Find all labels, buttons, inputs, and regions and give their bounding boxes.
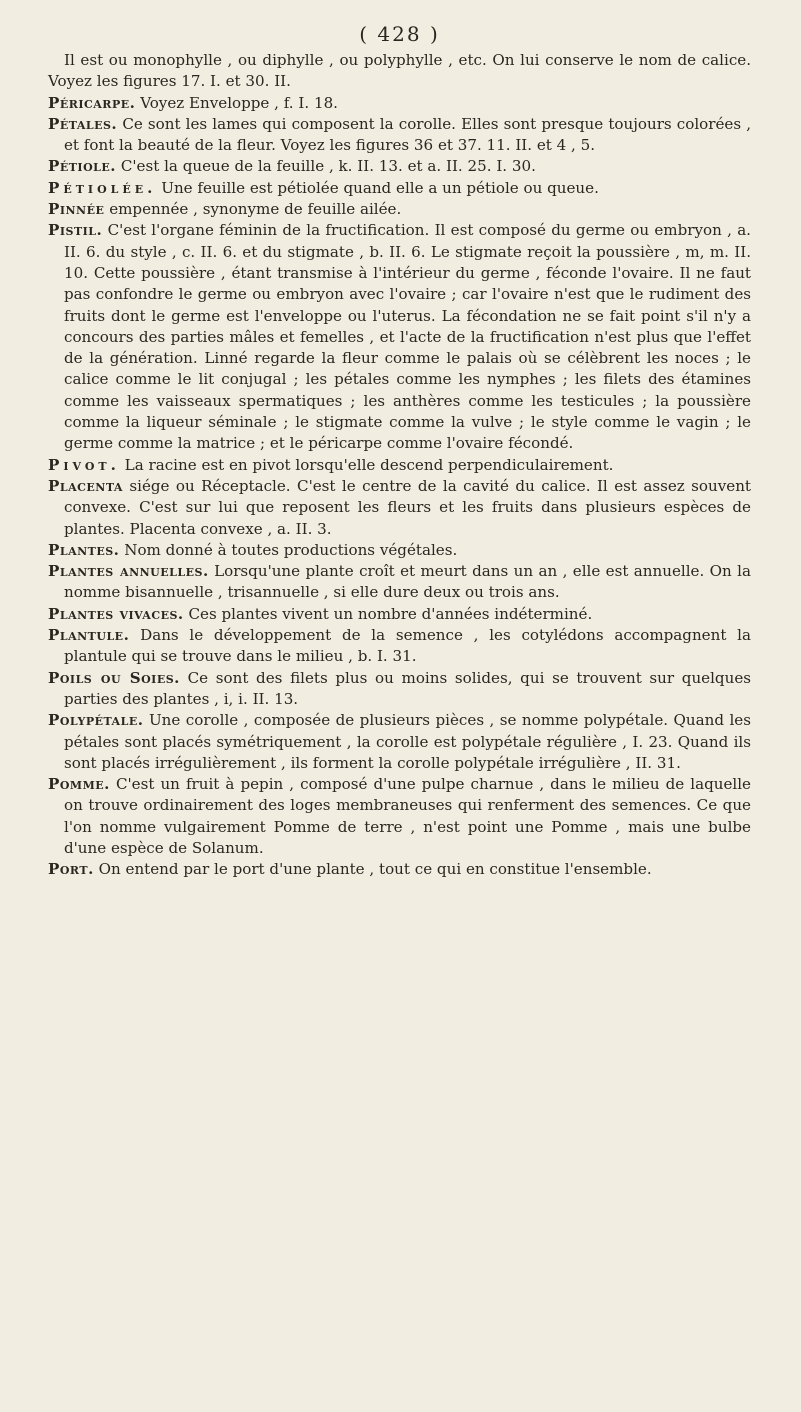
glossary-entry — [48, 156, 751, 177]
entry-text: C'est la queue de la feuille , k. II. 13. et a. II. 25. I. 30. — [120, 157, 536, 176]
entry-text: Dans le développement de la semence , les cotylédons accompagnent la plantule qui se trouve dans le milieu , b. I. 31. — [64, 626, 751, 666]
glossary-entry — [48, 50, 751, 93]
glossary-entry — [48, 476, 751, 540]
entry-text: C'est un fruit à pepin , composé d'une pulpe charnue , dans le milieu de laquelle on trouve ordinairement des loges membraneuses qui renferment des semences. Ce que l'on nomme vulgairement Pomme de terre , n'est point une Pomme , mais une bulbe d'une espèce de Solanum. — [64, 775, 751, 857]
entry-text: Voyez Enveloppe , f. I. 18. — [140, 93, 338, 112]
glossary-entry — [48, 774, 751, 859]
entry-text: Nom donné à toutes productions végétales. — [124, 540, 458, 559]
entry-term: Port. — [48, 860, 94, 879]
entry-term: Plantule. — [48, 626, 130, 645]
entry-text: Une corolle , composée de plusieurs pièces , se nomme polypétale. Quand les pétales sont placés symétriquement , la corolle est polypétale régulière , I. 23. Quand ils sont placés irrégulièrement , ils forment la corolle polypétale irrégulière , II. 31. — [64, 711, 751, 772]
entry-text: siége ou Réceptacle. C'est le centre de la cavité du calice. Il est assez souvent convexe. C'est sur lui que reposent les fleurs et les fruits dans plusieurs espèces de plantes. Placenta convexe , a. II. 3. — [64, 476, 751, 538]
glossary-entry — [48, 114, 751, 157]
entry-text: C'est l'organe féminin de la fructification. Il est composé du germe ou embryon , a. II. 6. du style , c. II. 6. et du stigmate , b. II. 6. Le stigmate reçoit la poussière , m, m. II. 10. Cette poussière , étant transmise à l'intérieur du germe , féconde l'ovaire. Il ne faut pas confondre le germe ou embryon avec l'ovaire ; car l'ovaire n'est que le rudiment des fruits dont le germe est l'enveloppe ou l'uterus. La fécondation ne se fait point s'il n'y a concours des parties mâles et femelles , et l'acte de la fructification n'est plus que l'effet de la génération. Linné regarde la fleur comme le palais où se célèbrent les noces ; le calice comme le lit conjugal ; les pétales comme les nymphes ; les filets des étamines comme les vaisseaux spermatiques ; les anthères comme les testicules ; la poussière comme la liqueur séminale ; le stigmate comme la vulve ; le style comme le vagin ; le germe comme la matrice ; et le péricarpe comme l'ovaire fécondé. — [64, 221, 751, 453]
entry-text: Lorsqu'une plante croît et meurt dans un an , elle est annuelle. On la nomme bisannuelle , trisannuelle , si elle dure deux ou trois ans. — [64, 562, 751, 602]
entry-term: Péricarpe. — [48, 93, 136, 112]
entry-text: On entend par le port d'une plante , tout ce qui en constitue l'ensemble. — [98, 860, 652, 879]
glossary-entry — [48, 668, 751, 711]
entry-term: Pétiolée. — [48, 178, 157, 197]
entry-text: Il est ou monophylle , ou diphylle , ou polyphylle , etc. On lui conserve le nom de calice. Voyez les figures 17. I. et 30. II. — [48, 51, 751, 91]
entry-term: Plantes. — [48, 540, 120, 559]
glossary-entry — [48, 199, 751, 220]
entry-term: Placenta — [48, 476, 123, 495]
glossary-entry — [48, 540, 751, 561]
entry-text: empennée , synonyme de feuille ailée. — [109, 200, 402, 219]
entry-term: Polypétale. — [48, 711, 144, 730]
entry-text: Ce sont les lames qui composent la corolle. Elles sont presque toujours colorées , et font la beauté de la fleur. Voyez les figures 36 et 37. 11. II. et 4 , 5. — [64, 114, 751, 155]
entry-term: Pivot. — [48, 455, 120, 474]
glossary-entry — [48, 710, 751, 774]
entry-text: Une feuille est pétiolée quand elle a un pétiole ou queue. — [161, 178, 599, 197]
entry-term: Pétiole. — [48, 157, 117, 176]
entry-text: La racine est en pivot lorsqu'elle descend perpendiculairement. — [124, 455, 614, 474]
glossary-entry — [48, 455, 751, 476]
glossary-entry — [48, 625, 751, 668]
entry-term: Plantes annuelles. — [48, 562, 209, 581]
glossary-entry — [48, 859, 751, 880]
entry-text: Ces plantes vivent un nombre d'années indéterminé. — [188, 604, 593, 623]
glossary-entry — [48, 93, 751, 114]
glossary-entry — [48, 604, 751, 625]
glossary-entry — [48, 561, 751, 604]
glossary-entry — [48, 220, 751, 454]
entry-text: Ce sont des filets plus ou moins solides, qui se trouvent sur quelques parties des plantes , i, i. II. 13. — [64, 668, 751, 708]
glossary-entry — [48, 178, 751, 199]
page-number: ( 428 ) — [359, 22, 440, 46]
entry-term: Pistil. — [48, 221, 103, 240]
glossary-entries — [48, 50, 751, 881]
entry-term: Pomme. — [48, 775, 110, 794]
entry-term: Poils ou Soies. — [48, 668, 180, 687]
entry-term: Plantes vivaces. — [48, 604, 184, 623]
entry-term: Pinnée — [48, 200, 105, 219]
entry-term: Pétales. — [48, 114, 118, 133]
